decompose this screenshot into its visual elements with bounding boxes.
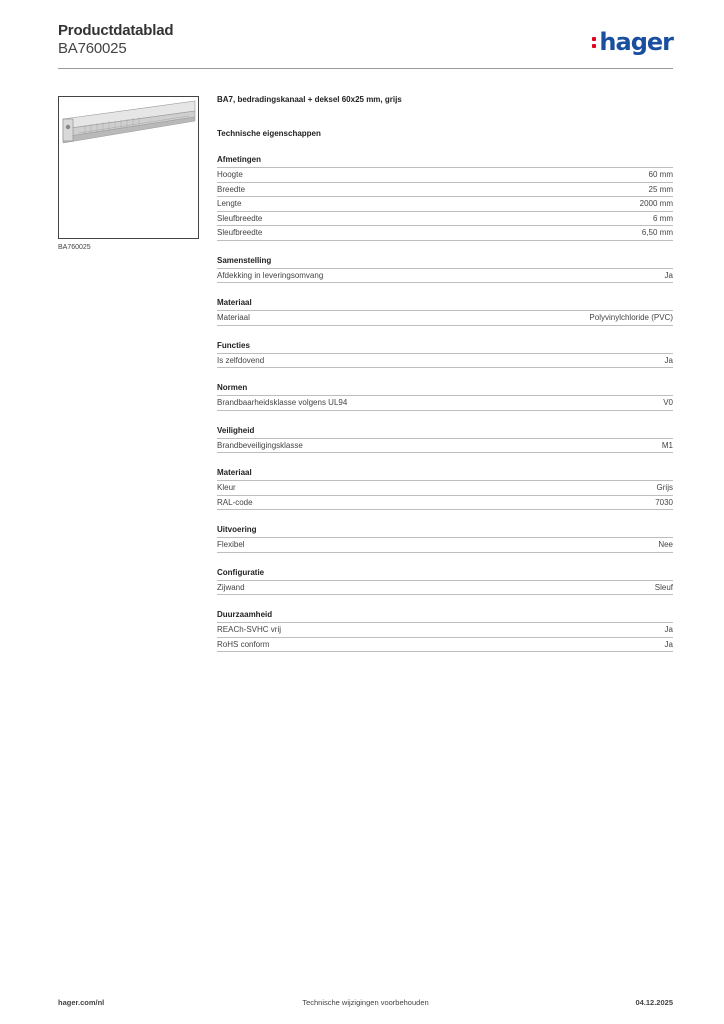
property-label: Flexibel [217, 540, 245, 549]
property-label: Sleufbreedte [217, 213, 263, 223]
property-row [217, 623, 673, 638]
property-value: M1 [661, 440, 673, 450]
hager-logo[interactable] [592, 28, 673, 56]
property-row [217, 581, 673, 596]
property-label: Is zelfdovend [217, 355, 265, 365]
property-value: Ja [664, 625, 673, 634]
property-section [217, 382, 673, 411]
section-title: Afmetingen [217, 154, 673, 168]
property-label: Sleufbreedte [217, 228, 263, 237]
property-label: Brandbeveiligingsklasse [217, 440, 303, 450]
image-caption: BA760025 [58, 244, 91, 251]
page-header [58, 22, 673, 68]
property-row [217, 481, 673, 496]
section-title: Configuratie [217, 567, 673, 581]
property-row [217, 168, 673, 183]
property-value: Ja [664, 270, 673, 280]
section-title: Normen [217, 382, 673, 396]
property-row [217, 311, 673, 326]
property-section [217, 154, 673, 241]
footer-date: 04.12.2025 [635, 998, 673, 1007]
property-section [217, 297, 673, 326]
property-value: 6,50 mm [641, 228, 673, 237]
property-sections [217, 154, 673, 652]
section-title: Veiligheid [217, 425, 673, 439]
property-label: Zijwand [217, 582, 245, 592]
property-row [217, 212, 673, 227]
property-label: Afdekking in leveringsomvang [217, 270, 324, 280]
property-row [217, 197, 673, 212]
property-section [217, 609, 673, 652]
property-value: 6 mm [653, 213, 673, 223]
property-row [217, 354, 673, 369]
property-label: RAL-code [217, 497, 253, 507]
cable-duct-image [59, 97, 198, 238]
property-section [217, 567, 673, 596]
property-label: Brandbaarheidsklasse volgens UL94 [217, 398, 348, 407]
header-divider [58, 68, 673, 69]
property-section [217, 524, 673, 553]
property-label: REACh-SVHC vrij [217, 625, 282, 634]
section-title: Samenstelling [217, 255, 673, 269]
document-title: Productdatablad [58, 22, 174, 39]
section-title: Functies [217, 340, 673, 354]
logo-dots-icon [592, 36, 597, 50]
property-row [217, 496, 673, 511]
product-image [58, 96, 199, 239]
property-value: Nee [658, 540, 673, 549]
property-label: Hoogte [217, 170, 243, 179]
section-title: Uitvoering [217, 524, 673, 538]
property-value: 7030 [655, 497, 673, 507]
property-row [217, 439, 673, 454]
property-value: Ja [664, 355, 673, 365]
property-row [217, 226, 673, 241]
property-value: Grijs [656, 483, 673, 492]
property-label: Lengte [217, 199, 242, 208]
property-value: Sleuf [654, 582, 673, 592]
property-label: Materiaal [217, 313, 250, 322]
property-value: 2000 mm [639, 199, 673, 208]
product-content [217, 94, 673, 652]
property-value: Ja [664, 639, 673, 649]
property-section [217, 467, 673, 510]
product-code: BA760025 [58, 40, 127, 57]
property-value: V0 [663, 398, 673, 407]
footer-website-link[interactable]: hager.com/nl [58, 998, 105, 1007]
property-value: 60 mm [648, 170, 673, 179]
section-title: Materiaal [217, 297, 673, 311]
property-label: Breedte [217, 184, 246, 194]
property-value: 25 mm [648, 184, 673, 194]
property-row [217, 396, 673, 411]
logo-text: hager [599, 28, 673, 56]
property-label: Kleur [217, 483, 236, 492]
section-title: Duurzaamheid [217, 609, 673, 623]
property-value: Polyvinylchloride (PVC) [589, 313, 673, 322]
property-section [217, 255, 673, 284]
product-description: BA7, bedradingskanaal + deksel 60x25 mm, grijs [217, 95, 402, 104]
technical-properties-heading: Technische eigenschappen [217, 129, 321, 138]
property-row [217, 638, 673, 653]
property-label: RoHS conform [217, 639, 270, 649]
footer-notice: Technische wijzigingen voorbehouden [302, 998, 429, 1007]
property-section [217, 425, 673, 454]
property-section [217, 340, 673, 369]
property-row [217, 269, 673, 284]
property-row [217, 538, 673, 553]
section-title: Materiaal [217, 467, 673, 481]
property-row [217, 183, 673, 198]
